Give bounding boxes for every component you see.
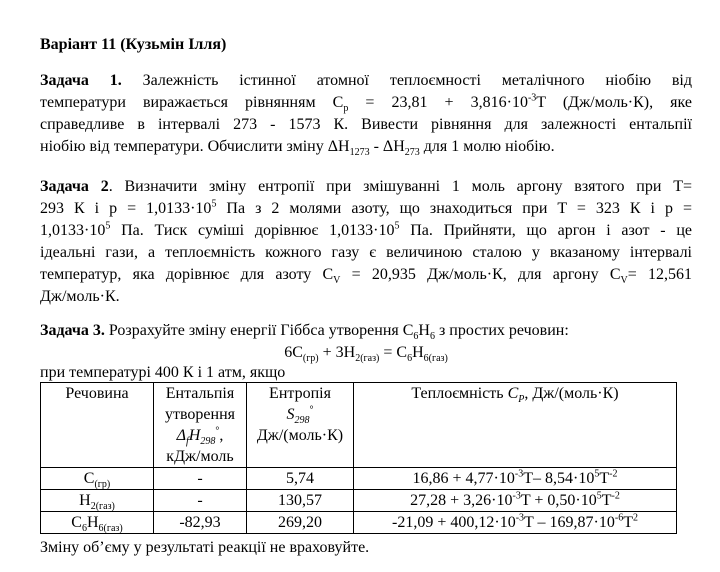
cell-enthalpy: -82,93 <box>154 512 247 534</box>
table-row <box>41 512 677 534</box>
cell-enthalpy: - <box>154 490 247 512</box>
cell-substance: $H_{2(газ)}$ <box>41 490 154 512</box>
thermo-data-table-wrap <box>40 382 677 534</box>
task-2-line-1: Задача 2. Визначити зміну ентропії при змішуванні 1 моль аргону взятого при T= <box>40 178 692 195</box>
header-substance: Речовина <box>41 383 154 468</box>
cell-enthalpy: - <box>154 468 247 490</box>
reaction-equation: $6C_{(гр)} + 3H_{2(газ)} = C_6H_{6(газ)}$ <box>284 344 448 365</box>
cell-heat-capacity: $-21,09 + 400,12\cdot 10^{-3}T - 169,87\cdot 10^{-6}T^2$ <box>354 512 677 534</box>
task-3-line-1: Задача 3. Розрахуйте зміну енергії Гіббса утворення $C_6H_6$ з простих речовин: <box>40 322 569 343</box>
cell-entropy: 5,74 <box>247 468 354 490</box>
header-entropy: Ентропія $S_{298}^\circ$ Дж/(моль·К) <box>247 383 354 468</box>
task-1-line-4: ніобію від температури. Обчислити зміну $\Delta H_{1273} - \Delta H_{273}$ для 1 молю ніобію. <box>40 138 555 159</box>
cell-heat-capacity: $16,86 + 4,77\cdot 10^{-3}T-$ $8,54\cdot 10^5T^{-2}$ <box>354 468 677 490</box>
table-row <box>41 468 677 490</box>
task-2-line-5: температур, яка дорівнює для азоту $C_V = 20,935$ Дж/моль·К, для аргону $C_V= 12,561$ <box>40 266 692 287</box>
header-enthalpy: Ентальпія утворення $\Delta_fH_{298}^\circ$, кДж/моль <box>154 383 247 468</box>
task-3 <box>40 320 692 382</box>
task-3-label: Задача 3. <box>40 322 105 339</box>
task-1 <box>40 70 692 158</box>
cell-entropy: 130,57 <box>247 490 354 512</box>
cell-substance: $C_{(гр)}$ <box>41 468 154 490</box>
task-1-label: Задача 1. <box>40 72 122 89</box>
cell-heat-capacity: $27,28 + 3,26\cdot 10^{-3}T + 0,50\cdot 10^5T^{-2}$ <box>354 490 677 512</box>
table-header-row <box>41 383 677 468</box>
task-1-line-1: Задача 1. Залежність істинної атомної теплоємності металічного ніобію від <box>40 72 692 89</box>
thermo-data-table <box>40 382 677 534</box>
task-2 <box>40 176 692 308</box>
task-2-label: Задача 2 <box>40 178 109 195</box>
task-2-line-6: Дж/моль·К. <box>40 288 120 305</box>
cell-substance: $C_6H_{6(газ)}$ <box>41 512 154 534</box>
task-2-line-2: 293 К і $р = 1,0133\cdot 10^5$ Па з 2 молями азоту, що знаходиться при T = 323 К і р = <box>40 198 692 217</box>
header-heat-capacity: Теплоємність $C_P$, Дж/(моль·К) <box>354 383 677 468</box>
task-2-line-3: $1,0133\cdot 10^5$ Па. Тиск суміші дорівнює $1,0133\cdot 10^5$ Па. Прийняти, що аргон і азот - це <box>40 220 692 239</box>
task-1-line-2: температури виражається рівнянням $C_p = 23,81 + 3,816\cdot 10^{-3}T$ (Дж/моль·К), яке <box>40 92 693 115</box>
table-row <box>41 490 677 512</box>
cell-entropy: 269,20 <box>247 512 354 534</box>
footer-note: Зміну об’єму у результаті реакції не враховуйте. <box>40 539 370 556</box>
task-1-line-3: справедливе в інтервалі 273 - 1573 К. Вивести рівняння для залежності ентальпії <box>40 116 692 133</box>
task-2-line-4: ідеальні гази, а теплоємність кожного газу є величиною сталою у вказаному інтервалі <box>40 244 692 261</box>
task-3-line-3: при температурі 400 К і 1 атм, якщо <box>40 364 286 381</box>
variant-title: Варіант 11 (Кузьмін Ілля) <box>40 36 227 53</box>
